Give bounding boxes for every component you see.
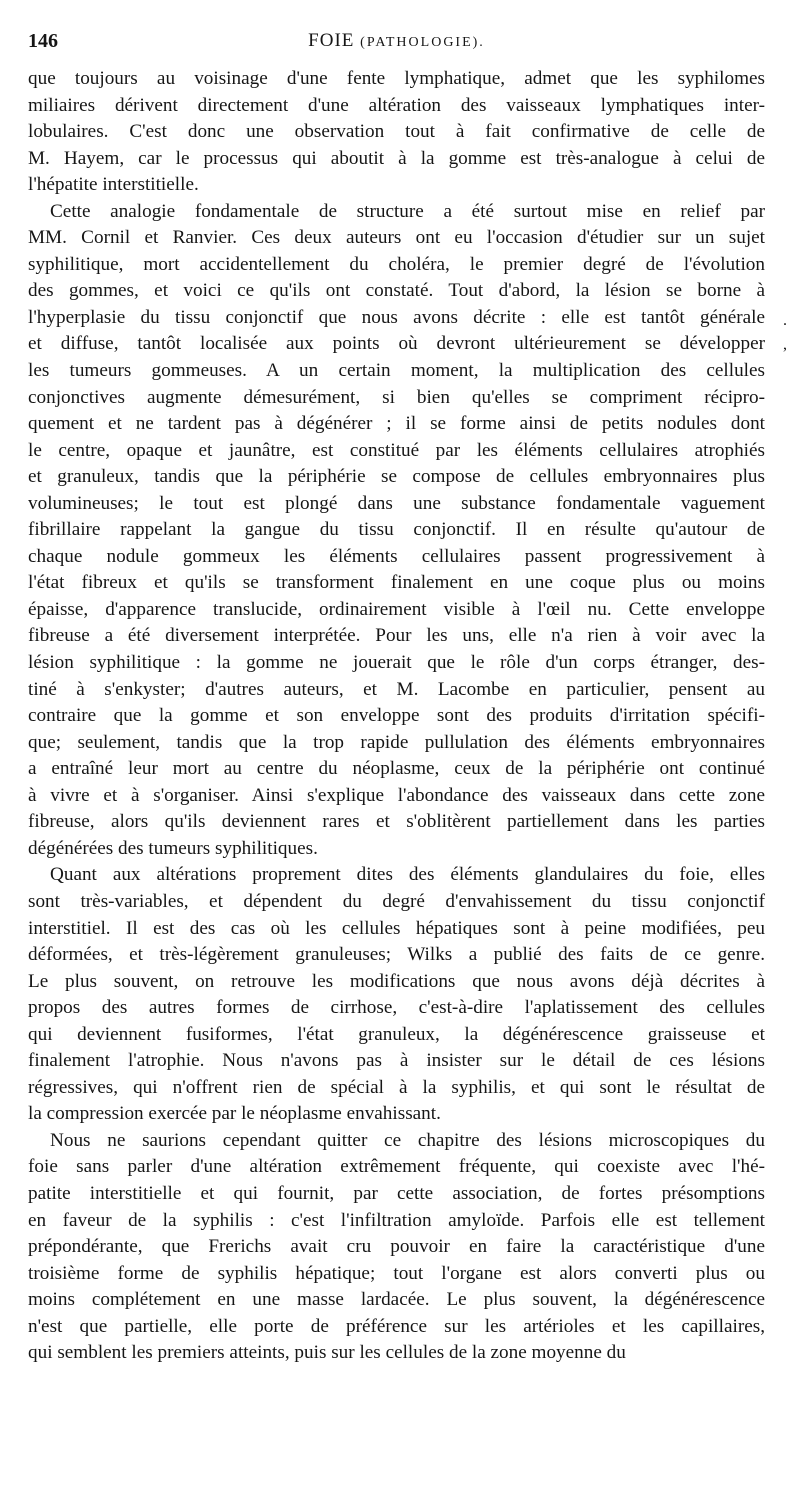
text-line: et diffuse, tantôt localisée aux points où devront ultérieurement se développer	[28, 333, 765, 355]
text-line: sont très-variables, et dépendent du degré d'envahissement du tissu conjonctif	[28, 890, 765, 912]
text-line: patite interstitielle et qui fournit, par cette association, de fortes présomptions	[28, 1182, 765, 1204]
text-line: les tumeurs gommeuses. A un certain moment, la multiplication des cellules	[28, 360, 765, 382]
text-line: à vivre et à s'organiser. Ainsi s'explique l'abondance des vaisseaux dans cette zone	[28, 784, 765, 806]
text-line: syphilitique, mort accidentellement du choléra, le premier degré de l'évolution	[28, 253, 765, 275]
book-page	[28, 30, 787, 1367]
text-line: quement et ne tardent pas à dégénérer ; il se forme ainsi de petits nodules dont	[28, 413, 765, 435]
text-line: MM. Cornil et Ranvier. Ces deux auteurs ont eu l'occasion d'étudier sur un sujet	[28, 227, 765, 249]
text-line: l'hyperplasie du tissu conjonctif que nous avons décrite : elle est tantôt générale	[28, 306, 765, 328]
text-line: que; seulement, tandis que la trop rapide pullulation des éléments embryonnaires	[28, 731, 765, 753]
text-line: interstitiel. Il est des cas où les cellules hépatiques sont à peine modifiées, peu	[28, 917, 765, 939]
text-line: Cette analogie fondamentale de structure a été surtout mise en relief par	[50, 200, 765, 222]
text-line: fibreuse, alors qu'ils deviennent rares et s'oblitèrent partiellement dans les parties	[28, 811, 765, 833]
body-text	[28, 66, 765, 1367]
running-title-subtitle: (PATHOLOGIE).	[360, 35, 485, 50]
text-line: et granuleux, tandis que la périphérie se compose de cellules embryonnaires plus	[28, 466, 765, 488]
text-line: chaque nodule gommeux les éléments cellulaires passent progressivement à	[28, 545, 765, 567]
text-line: propos des autres formes de cirrhose, c'est-à-dire l'aplatissement des cellules	[28, 997, 765, 1019]
paragraph	[28, 862, 765, 1127]
text-line: qui semblent les premiers atteints, puis sur les cellules de la zone moyenne du	[28, 1342, 626, 1364]
text-line: moins complétement en une masse lardacée. Le plus souvent, la dégénérescence	[28, 1289, 765, 1311]
text-line: en faveur de la syphilis : c'est l'infiltration amyloïde. Parfois elle est tellement	[28, 1209, 765, 1231]
text-line: épaisse, d'apparence translucide, ordinairement visible à l'œil nu. Cette enveloppe	[28, 598, 765, 620]
text-line: la compression exercée par le néoplasme envahissant.	[28, 1103, 441, 1125]
text-line: finalement l'atrophie. Nous n'avons pas à insister sur le détail de ces lésions	[28, 1050, 765, 1072]
margin-mark: .	[783, 312, 787, 329]
text-line: conjonctives augmente démesurément, si bien qu'elles se compriment récipro-	[28, 386, 765, 408]
text-line: a entraîné leur mort au centre du néoplasme, ceux de la périphérie ont continué	[28, 758, 765, 780]
text-line: prépondérante, que Frerichs avait cru pouvoir en faire la caractéristique d'une	[28, 1236, 765, 1258]
text-line: troisième forme de syphilis hépatique; tout l'organe est alors converti plus ou	[28, 1262, 765, 1284]
text-line: fibreuse a été diversement interprétée. Pour les uns, elle n'a rien à voir avec la	[28, 625, 765, 647]
text-line: Quant aux altérations proprement dites des éléments glandulaires du foie, elles	[50, 864, 765, 886]
text-line: fibrillaire rappelant la gangue du tissu conjonctif. Il en résulte qu'autour de	[28, 519, 765, 541]
text-line: M. Hayem, car le processus qui aboutit à la gomme est très-analogue à celui de	[28, 147, 765, 169]
text-line: que toujours au voisinage d'une fente lymphatique, admet que les syphilomes	[28, 68, 765, 89]
text-line: contraire que la gomme et son enveloppe sont des produits d'irritation spécifi-	[28, 705, 765, 727]
paragraph	[28, 66, 765, 199]
text-line: lobulaires. C'est donc une observation tout à fait confirmative de celle de	[28, 121, 765, 143]
text-line: qui deviennent fusiformes, l'état granuleux, la dégénérescence graisseuse et	[28, 1023, 765, 1045]
running-head	[28, 30, 765, 56]
running-title	[28, 30, 765, 52]
paragraph	[28, 199, 765, 863]
paragraph	[28, 1128, 765, 1367]
text-line: régressives, qui n'offrent rien de spécial à la syphilis, et qui sont le résultat de	[28, 1076, 765, 1098]
text-line: l'hépatite interstitielle.	[28, 174, 199, 196]
page-number: 146	[28, 30, 58, 52]
text-line: tiné à s'enkyster; d'autres auteurs, et M. Lacombe en particulier, pensent au	[28, 678, 765, 700]
text-line: miliaires dérivent directement d'une altération des vaisseaux lymphatiques inter-	[28, 94, 765, 116]
text-line: le centre, opaque et jaunâtre, est constitué par les éléments cellulaires atrophiés	[28, 439, 765, 461]
text-line: l'état fibreux et qu'ils se transforment finalement en une coque plus ou moins	[28, 572, 765, 594]
text-line: des gommes, et voici ce qu'ils ont constaté. Tout d'abord, la lésion se borne à	[28, 280, 765, 302]
text-line: Le plus souvent, on retrouve les modifications que nous avons déjà décrites à	[28, 970, 765, 992]
text-line: n'est que partielle, elle porte de préférence sur les artérioles et les capillaires,	[28, 1315, 765, 1337]
text-line: dégénérées des tumeurs syphilitiques.	[28, 837, 318, 859]
text-line: Nous ne saurions cependant quitter ce chapitre des lésions microscopiques du	[50, 1129, 765, 1151]
text-line: lésion syphilitique : la gomme ne jouerait que le rôle d'un corps étranger, des-	[28, 652, 765, 674]
running-title-main: FOIE	[308, 30, 355, 51]
margin-mark: ,	[783, 336, 787, 353]
text-line: déformées, et très-légèrement granuleuses; Wilks a publié des faits de ce genre.	[28, 944, 765, 966]
text-line: volumineuses; le tout est plongé dans une substance fondamentale vaguement	[28, 492, 765, 514]
text-line: foie sans parler d'une altération extrêmement fréquente, qui coexiste avec l'hé-	[28, 1156, 765, 1178]
